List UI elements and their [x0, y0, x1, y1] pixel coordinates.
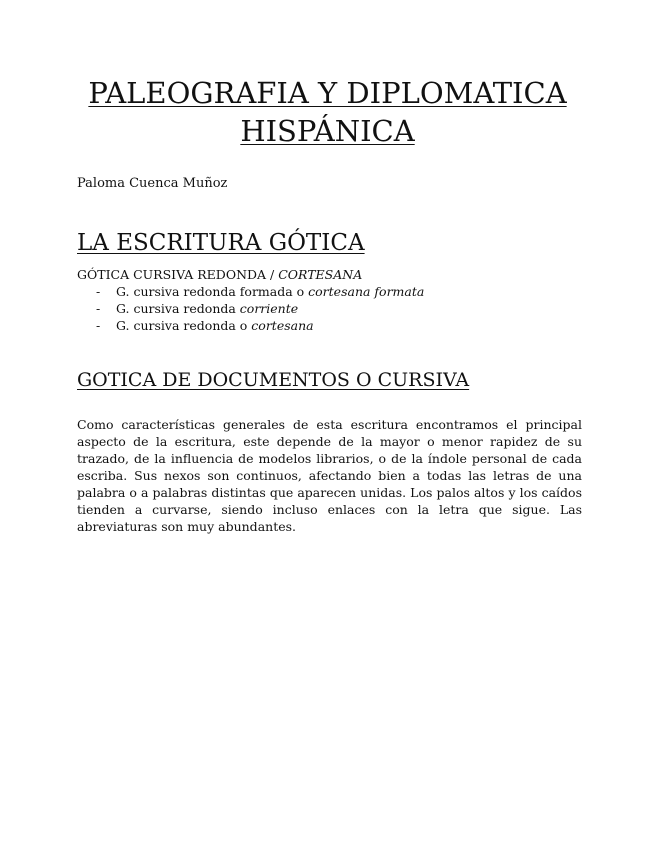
section-heading-gotica-documentos: GOTICA DE DOCUMENTOS O CURSIVA — [77, 369, 470, 391]
list-item-plain: G. cursiva redonda o — [116, 318, 252, 333]
document-title — [60, 74, 595, 150]
body-paragraph: Como características generales de esta escritura encontramos el principal aspecto de la escritura, este depende de la mayor o menor rapidez de su trazado, de la influencia de modelos librarios, o de la índole personal de cada escriba. Sus nexos son continuos, afectando bien a todas las letras de una palabra o a palabras distintas que aparecen unidas. Los palos altos y los caídos tienden a curvarse, siendo incluso enlaces con la letra que sigue. Las abreviaturas son muy abundantes. — [77, 417, 582, 534]
author-name: Paloma Cuenca Muñoz — [77, 176, 228, 191]
subheading-cursiva-redonda — [77, 266, 362, 283]
list-dash: - — [96, 301, 101, 316]
list-item — [96, 300, 424, 317]
list-item — [96, 283, 424, 300]
subheading-italic: CORTESANA — [278, 267, 363, 282]
title-line-2: HISPÁNICA — [240, 114, 415, 148]
list-item-italic: cortesana — [251, 318, 314, 333]
list-item-plain: G. cursiva redonda — [116, 301, 240, 316]
section-heading-escritura-gotica: LA ESCRITURA GÓTICA — [77, 230, 365, 256]
list-item-plain: G. cursiva redonda formada o — [116, 284, 309, 299]
subheading-plain: GÓTICA CURSIVA REDONDA / — [77, 267, 279, 282]
cursiva-redonda-list — [96, 283, 424, 334]
list-item-italic: cortesana formata — [308, 284, 425, 299]
list-item — [96, 317, 424, 334]
list-dash: - — [96, 318, 101, 333]
list-dash: - — [96, 284, 101, 299]
title-line-1: PALEOGRAFIA Y DIPLOMATICA — [88, 76, 567, 110]
list-item-italic: corriente — [239, 301, 299, 316]
